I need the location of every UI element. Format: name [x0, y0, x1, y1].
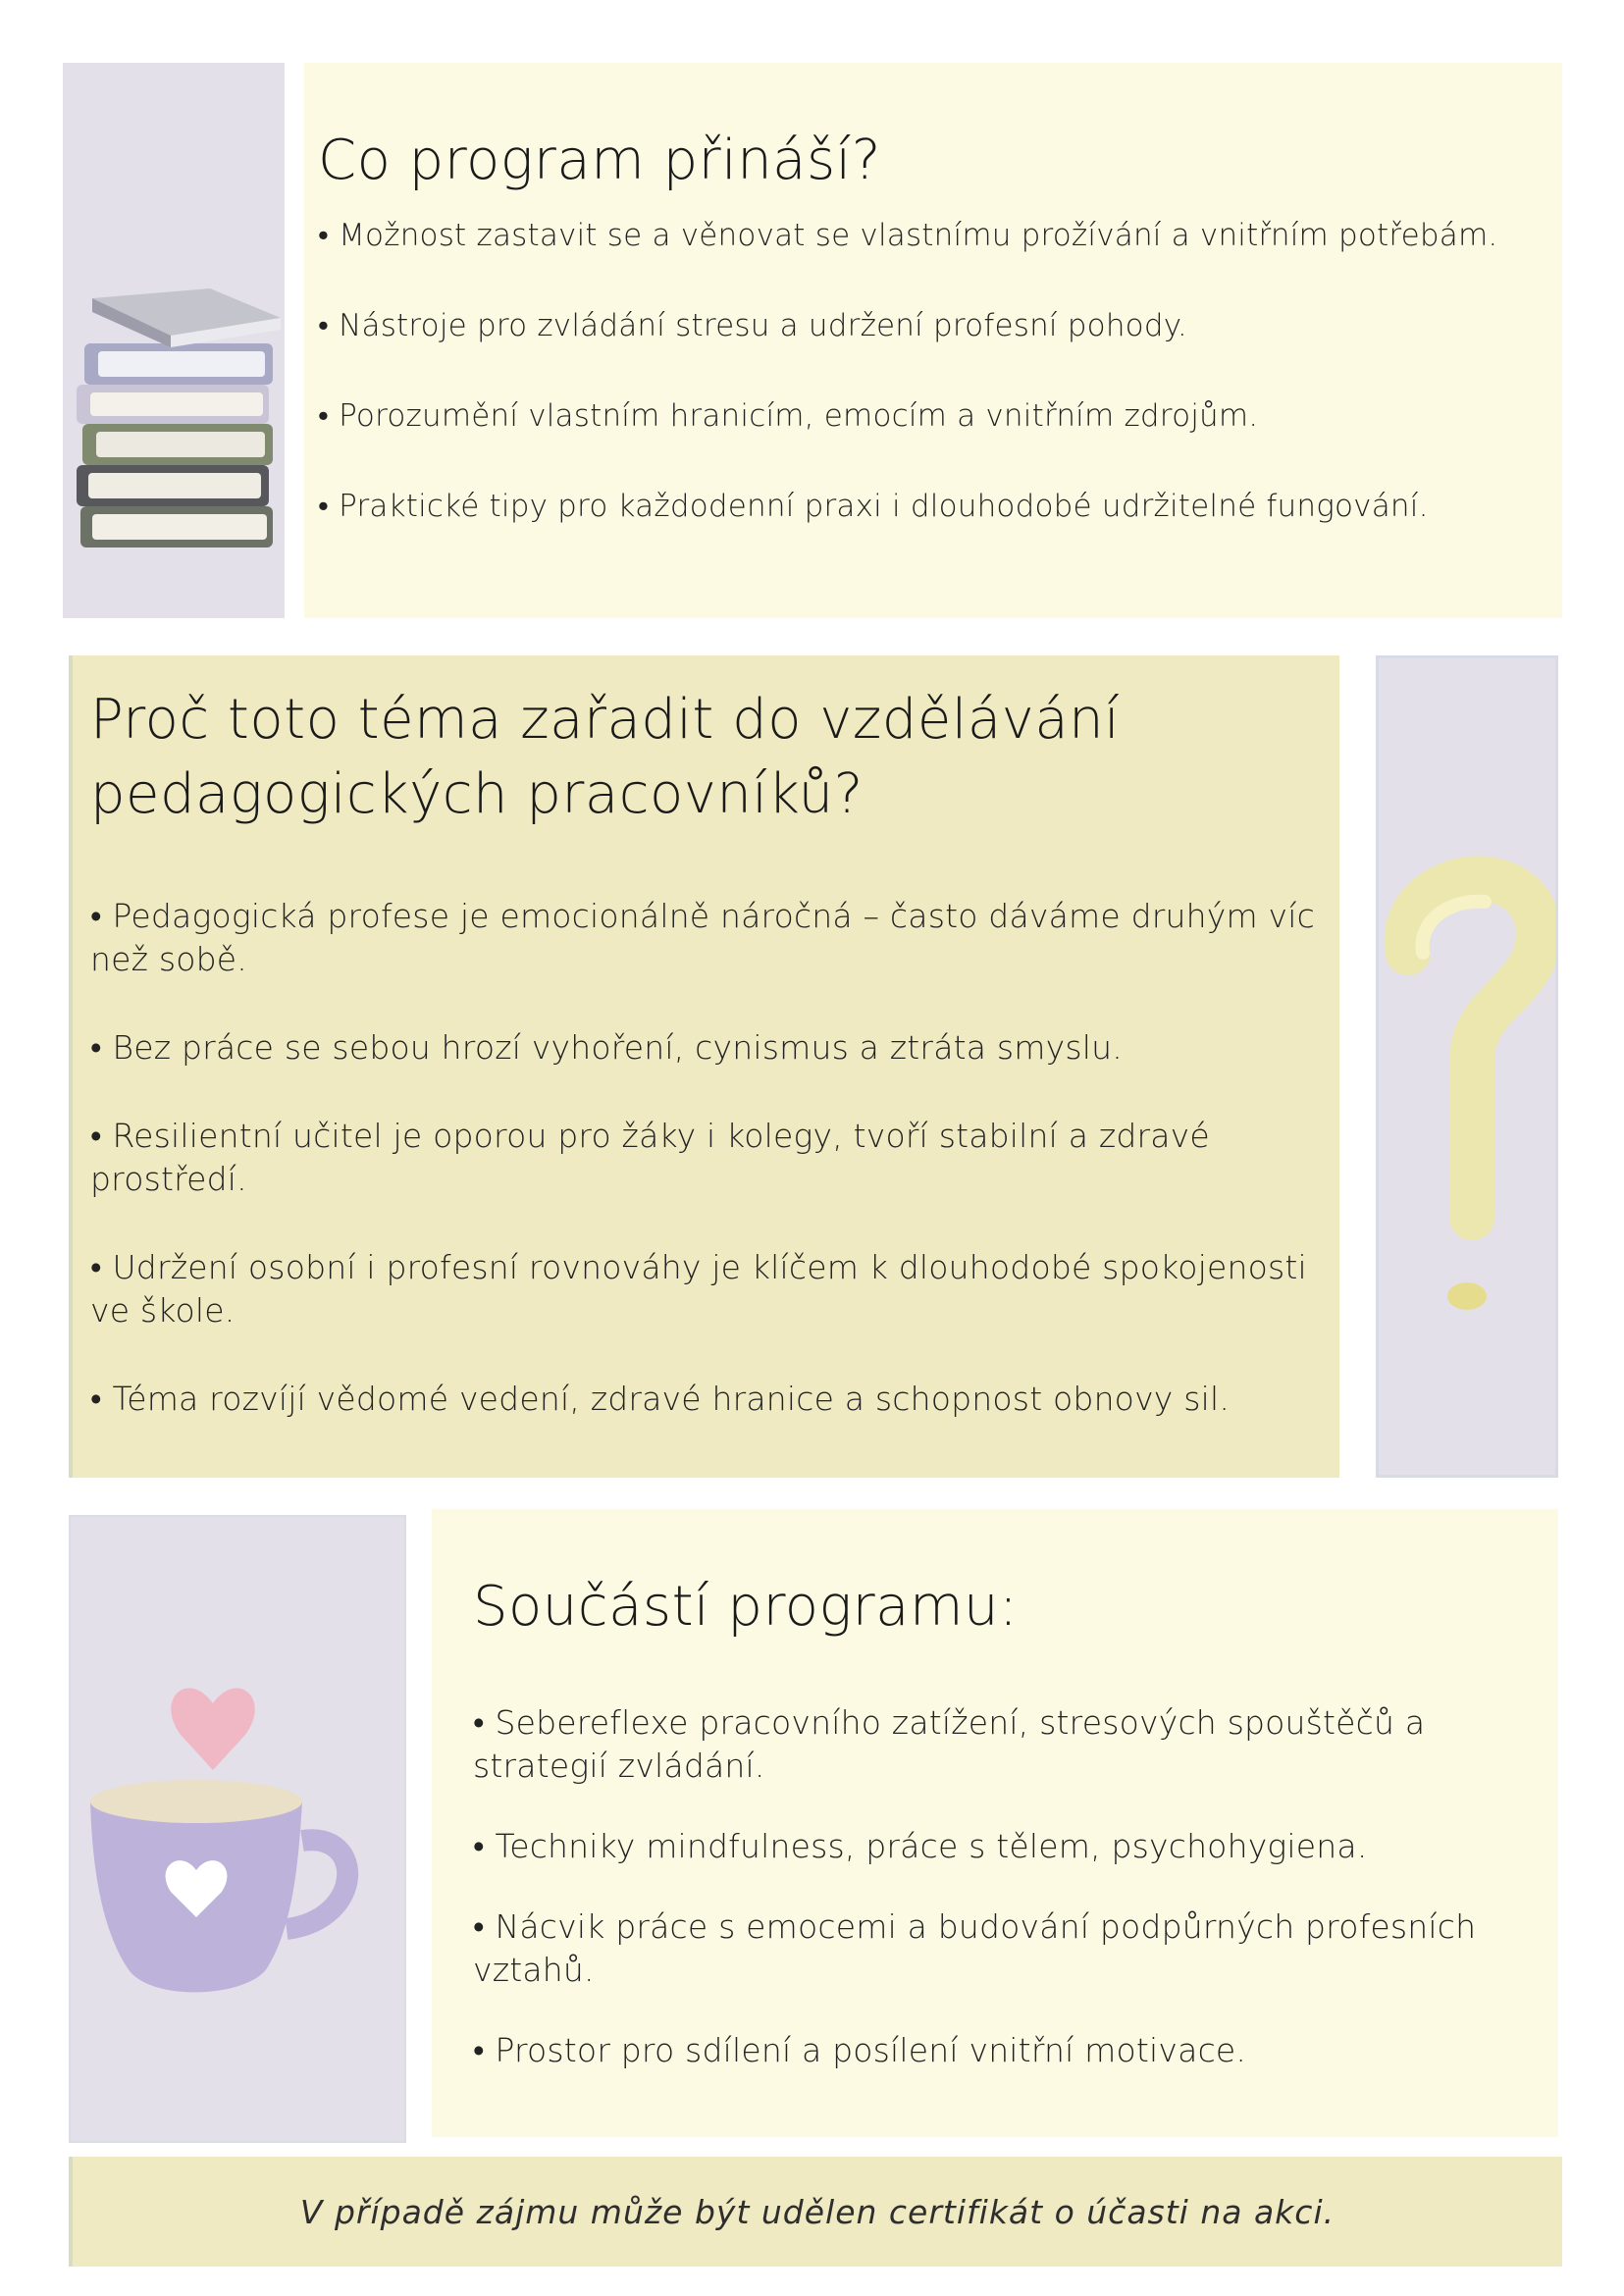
program-benefits-title: Co program přináší?	[318, 129, 881, 192]
certificate-footer	[69, 2157, 1562, 2267]
list-item: • Porozumění vlastním hranicím, emocím a vnitřním zdrojům.	[318, 394, 1562, 438]
question-illustration-panel	[1376, 655, 1558, 1478]
cup-illustration-panel	[69, 1515, 406, 2143]
list-item: • Prostor pro sdílení a posílení vnitřní motivace.	[473, 2029, 1493, 2072]
program-parts-list	[473, 1701, 1558, 2072]
question-mark-icon	[1379, 658, 1555, 1475]
program-benefits-panel	[304, 63, 1562, 618]
list-item: • Nácvik práce s emocemi a budování podpůrných profesních vztahů.	[473, 1905, 1493, 1992]
list-item: • Možnost zastavit se a věnovat se vlastnímu prožívání a vnitřním potřebám.	[318, 214, 1562, 257]
program-parts-panel	[432, 1509, 1558, 2137]
books-illustration-panel	[63, 63, 285, 618]
list-item: • Sebereflexe pracovního zatížení, stresových spouštěčů a strategií zvládání.	[473, 1701, 1493, 1788]
why-topic-panel	[69, 655, 1339, 1478]
list-item: • Udržení osobní i profesní rovnováhy je klíčem k dlouhodobé spokojenosti ve škole.	[90, 1246, 1317, 1332]
why-topic-title: Proč toto téma zařadit do vzdělávání pedagogických pracovníků?	[90, 688, 1121, 826]
list-item: • Bez práce se sebou hrozí vyhoření, cynismus a ztráta smyslu.	[90, 1026, 1317, 1070]
program-parts-title: Součástí programu:	[473, 1575, 1019, 1639]
why-topic-list	[90, 895, 1339, 1421]
cup-with-heart-icon	[71, 1517, 404, 2141]
program-benefits-list	[318, 214, 1562, 528]
list-item: • Resilientní učitel je oporou pro žáky i kolegy, tvoří stabilní a zdravé prostředí.	[90, 1115, 1317, 1201]
list-item: • Techniky mindfulness, práce s tělem, psychohygiena.	[473, 1825, 1493, 1868]
certificate-note: V případě zájmu může být udělen certifikát o účasti na akci.	[299, 2192, 1336, 2231]
stacked-books-icon	[63, 63, 285, 618]
list-item: • Pedagogická profese je emocionálně náročná – často dáváme druhým víc než sobě.	[90, 895, 1317, 981]
list-item: • Téma rozvíjí vědomé vedení, zdravé hranice a schopnost obnovy sil.	[90, 1378, 1317, 1421]
list-item: • Nástroje pro zvládání stresu a udržení profesní pohody.	[318, 304, 1562, 347]
list-item: • Praktické tipy pro každodenní praxi i dlouhodobé udržitelné fungování.	[318, 485, 1562, 528]
